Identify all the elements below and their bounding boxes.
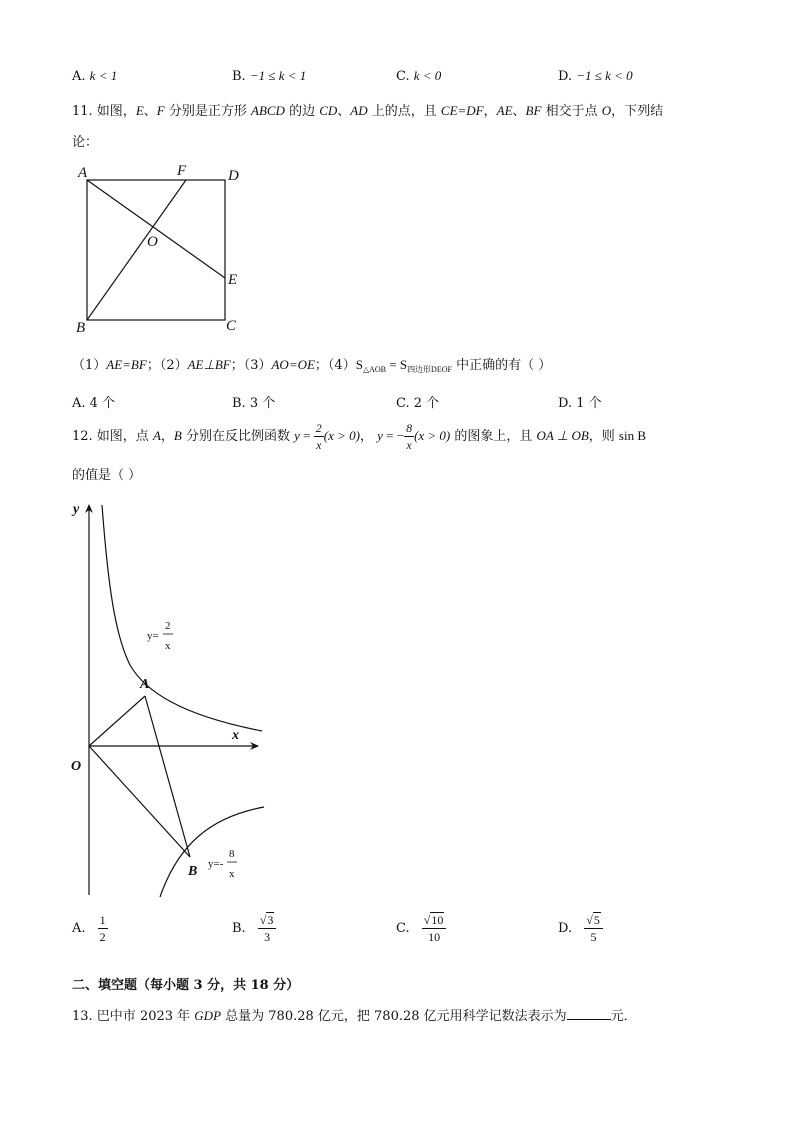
label-o: O (147, 234, 158, 250)
curve2-label-num: 8 (229, 848, 235, 860)
segment-oa (89, 696, 145, 746)
text: 分别是正方形 (164, 104, 251, 119)
q12-stem-line2: 的值是（ ） (72, 468, 142, 483)
gdp-term: GDP (194, 1008, 222, 1023)
option-text: k < 0 (413, 68, 442, 83)
q12-option-c (396, 914, 446, 943)
q13-stem (72, 1005, 637, 1024)
numerator (258, 914, 277, 929)
numerator (422, 914, 447, 929)
text: 的图象上，且 (450, 429, 537, 444)
radicand: 10 (431, 913, 444, 927)
curve2-label-den: x (229, 868, 235, 880)
sqrt-symbol: √ (423, 913, 431, 927)
q11-option-d: D. 1 个 (558, 396, 602, 411)
text: 总量为 780.28 亿元，把 780.28 亿元用科学记数法表示为 (221, 1009, 567, 1024)
denominator: 10 (428, 930, 441, 944)
square-abcd (87, 180, 225, 320)
denominator: x (316, 438, 322, 452)
label-c: C (226, 318, 237, 334)
option-letter: A. (72, 69, 86, 84)
option-letter: B. (232, 921, 246, 936)
q12-option-a (72, 914, 108, 943)
option-text: −1 ≤ k < 1 (249, 68, 307, 83)
curve1-label-y: y= (147, 630, 159, 642)
fraction-8-over-x (404, 422, 414, 451)
q12-stem-line1 (72, 418, 646, 455)
sep: ， (483, 104, 497, 119)
statement-3: AO=OE (271, 357, 315, 372)
text: 中正确的有（ ） (451, 358, 552, 373)
q10-option-c (396, 68, 441, 84)
q10-option-b (232, 68, 306, 84)
point-b: B (173, 428, 182, 443)
label-b: B (76, 320, 86, 336)
numerator: 1 (99, 913, 106, 927)
curve1-label-num: 2 (165, 620, 171, 632)
area-symbol: S (399, 357, 408, 372)
option-letter: D. (558, 69, 573, 84)
segment-bf: BF (525, 103, 542, 118)
segment-ae-line (87, 180, 225, 278)
label-a: A (78, 165, 88, 181)
sqrt-symbol: √ (586, 913, 593, 927)
option-text: −1 ≤ k < 0 (576, 68, 633, 83)
text: ；（2） (146, 358, 188, 373)
condition: CE=DF (440, 103, 484, 118)
side-ad: AD (350, 103, 368, 118)
square-name: ABCD (251, 103, 285, 118)
text: 13. 巴中市 2023 年 (72, 1009, 195, 1024)
equals: = (385, 357, 400, 372)
option-letter: D. (558, 921, 573, 936)
fraction-1-over-2 (98, 914, 108, 943)
curve2-label-y: y=- (208, 858, 224, 870)
text: ，下列结 (611, 104, 664, 119)
option-letter: B. (232, 69, 246, 84)
text: 分别在反比例函数 (181, 429, 295, 444)
q11-stem-line2: 论： (72, 135, 99, 150)
text: 上的点，且 (367, 104, 441, 119)
q11-statements (72, 354, 551, 375)
q11-option-c: C. 2 个 (396, 396, 440, 411)
origin-label: O (71, 759, 82, 774)
denominator: 5 (590, 930, 597, 944)
denominator: 3 (264, 930, 271, 944)
equals: = (299, 428, 314, 443)
option-letter: C. (396, 921, 410, 936)
option-letter: A. (72, 921, 86, 936)
q11-number: 11. 如图， (72, 104, 136, 119)
point-f: F (156, 103, 165, 118)
label-d: D (228, 168, 239, 184)
sep: ， (359, 429, 378, 444)
var-y: y (294, 428, 300, 443)
text: 相交于点 (541, 104, 602, 119)
option-letter: C. (396, 69, 410, 84)
sin-b: sin B (618, 428, 647, 443)
statement-1: AE=BF (106, 357, 147, 372)
answer-blank[interactable] (567, 1007, 611, 1020)
q11-square-figure (70, 158, 250, 338)
sep: ， (160, 429, 174, 444)
numerator: 2 (315, 421, 322, 435)
q12-number: 12. 如图，点 (72, 429, 153, 444)
curve-y-2-over-x (102, 505, 262, 731)
text: ，则 (588, 429, 619, 444)
perpendicular-condition: OA ⊥ OB (536, 428, 589, 443)
text: ；（4） (314, 358, 356, 373)
fraction-sqrt5-over-5 (584, 914, 603, 943)
label-f: F (177, 163, 187, 179)
domain-condition: (x > 0) (414, 428, 451, 443)
q12-option-d (558, 914, 603, 943)
text: ；（3） (230, 358, 272, 373)
curve1-label-den: x (165, 640, 171, 652)
text: （1） (72, 358, 107, 373)
side-cd: CD (319, 103, 338, 118)
sep: 、 (337, 104, 351, 119)
option-text: k < 1 (89, 68, 118, 83)
q11-option-a: A. 4 个 (72, 396, 116, 411)
fraction-sqrt3-over-3 (258, 914, 277, 943)
statement-2: AE⊥BF (187, 357, 231, 372)
statement-4 (356, 357, 452, 372)
text: 的边 (284, 104, 320, 119)
sqrt-symbol: √ (259, 913, 267, 927)
y-axis-label: y (73, 502, 80, 517)
area-subscript: △AOB (362, 365, 386, 374)
q12-option-b (232, 914, 276, 943)
point-o: O (601, 103, 612, 118)
q10-option-d (558, 68, 633, 84)
area-subscript: 四边形DEOF (407, 365, 452, 374)
sep: 、 (143, 104, 157, 119)
fraction-2-over-x (314, 422, 324, 451)
fraction-sqrt10-over-10 (422, 914, 447, 943)
x-axis-label: x (232, 728, 239, 743)
var-y: y (377, 428, 383, 443)
numerator: 8 (406, 421, 413, 435)
domain-condition: (x > 0) (323, 428, 360, 443)
q11-option-b: B. 3 个 (232, 396, 276, 411)
denominator: 2 (99, 930, 106, 944)
segment-ae: AE (496, 103, 513, 118)
sep: 、 (512, 104, 526, 119)
point-b-label: B (188, 864, 198, 879)
section-heading: 二、填空题（每小题 3 分，共 18 分） (72, 978, 300, 993)
text: 元． (610, 1009, 637, 1024)
label-e: E (228, 272, 238, 288)
equals-minus: = − (382, 428, 405, 443)
radicand: 3 (267, 913, 274, 927)
q10-option-a (72, 68, 117, 84)
q11-stem-line1 (72, 100, 663, 119)
area-symbol: S (355, 357, 363, 372)
point-a: A (152, 428, 161, 443)
curve-y-neg8-over-x (160, 807, 264, 897)
point-e: E (135, 103, 144, 118)
q12-graph (60, 495, 270, 900)
numerator (584, 914, 603, 929)
radicand: 5 (593, 913, 600, 927)
denominator: x (406, 438, 412, 452)
point-a-label: A (140, 677, 150, 692)
segment-bf-line (87, 180, 186, 320)
